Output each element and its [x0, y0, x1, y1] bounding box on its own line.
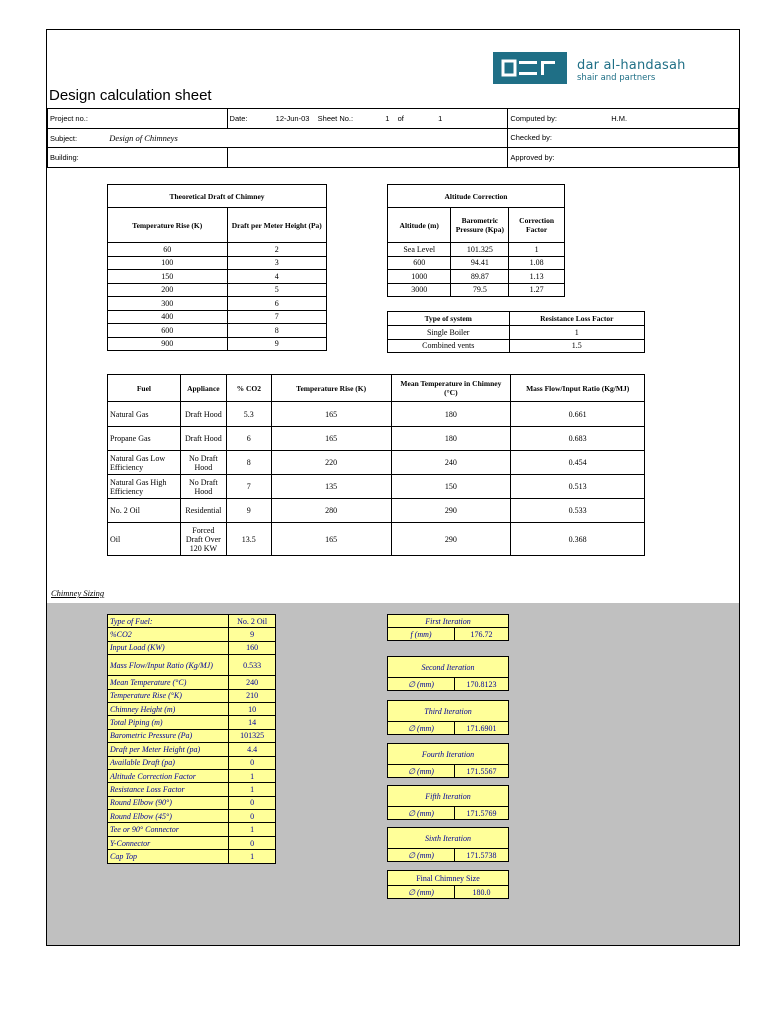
- table-row: [388, 243, 565, 257]
- input-row: [108, 689, 276, 702]
- table-row: [388, 326, 645, 340]
- final-title-row: [388, 871, 509, 886]
- draft-value-cell: 5: [227, 283, 327, 297]
- input-row: [108, 743, 276, 756]
- altitude-cell: Sea Level: [388, 243, 451, 257]
- system-type-cell: Combined vents: [388, 339, 510, 353]
- fuel-value-cell: No Draft Hood: [180, 451, 226, 475]
- draft-temp-cell: 400: [108, 310, 228, 324]
- fuel-value-cell: Draft Hood: [180, 402, 226, 427]
- altitude-cell: 1000: [388, 270, 451, 284]
- input-row: [108, 729, 276, 742]
- input-row: [108, 823, 276, 836]
- fuel-value-cell: Forced Draft Over 120 KW: [180, 523, 226, 556]
- draft-table: [107, 184, 327, 351]
- final-value-row: [388, 886, 509, 899]
- date-label: Date:: [229, 113, 248, 123]
- fuel-value-cell: 8: [226, 451, 271, 475]
- building-cell: [48, 148, 228, 168]
- iteration-value: 171.5769: [455, 807, 509, 820]
- draft-temp-cell: 60: [108, 243, 228, 257]
- input-label: Chimney Height (m): [108, 702, 229, 715]
- input-value: 210: [229, 689, 276, 702]
- fuel-value-cell: 135: [271, 475, 391, 499]
- altitude-cell: 600: [388, 256, 451, 270]
- approved-cell: [508, 148, 739, 168]
- iteration-title-row: [388, 657, 509, 678]
- fuel-value-cell: 6: [226, 427, 271, 451]
- pressure-cell: 79.5: [451, 283, 509, 297]
- iteration-value-row: [388, 678, 509, 691]
- subject-label: Subject:: [50, 133, 78, 143]
- iteration-value: 170.8123: [455, 678, 509, 691]
- input-row: [108, 810, 276, 823]
- iteration-box: [387, 743, 509, 778]
- fuel-value-cell: 0.513: [511, 475, 645, 499]
- fuel-value-cell: 0.533: [511, 499, 645, 523]
- table-row: [388, 283, 565, 297]
- table-row: [108, 475, 645, 499]
- iteration-title-row: [388, 744, 509, 765]
- final-size-box: [387, 870, 509, 899]
- input-value: 1: [229, 783, 276, 796]
- loss-factor-cell: 1.5: [509, 339, 644, 353]
- input-label: Mass Flow/Input Ratio (Kg/MJ): [108, 655, 229, 676]
- fuel-value-cell: 180: [391, 402, 511, 427]
- factor-cell: 1.08: [509, 256, 565, 270]
- logo-name: dar al-handasah: [577, 58, 686, 73]
- pressure-cell: 101.325: [451, 243, 509, 257]
- input-row: [108, 628, 276, 641]
- input-value: 9: [229, 628, 276, 641]
- computed-value: H.M.: [611, 113, 628, 123]
- fuel-name-cell: Natural Gas High Efficiency: [108, 475, 181, 499]
- input-label: Input Load (KW): [108, 641, 229, 654]
- subject-cell: [48, 128, 508, 148]
- fuel-value-cell: 180: [391, 427, 511, 451]
- table-row: [108, 243, 327, 257]
- input-value: 0: [229, 796, 276, 809]
- system-type-cell: Single Boiler: [388, 326, 510, 340]
- table-row: [388, 339, 645, 353]
- iteration-box: [387, 656, 509, 691]
- input-label: Barometric Pressure (Pa): [108, 729, 229, 742]
- iteration-label: ∅ (mm): [388, 765, 455, 778]
- resistance-table: [387, 311, 645, 353]
- iteration-label: ∅ (mm): [388, 722, 455, 735]
- iteration-label: ∅ (mm): [388, 849, 455, 862]
- input-value: No. 2 Oil: [229, 615, 276, 628]
- input-label: Total Piping (m): [108, 716, 229, 729]
- input-value: 4.4: [229, 743, 276, 756]
- input-label: Round Elbow (90°): [108, 796, 229, 809]
- iteration-title: Sixth Iteration: [388, 828, 509, 849]
- sheet-number: 1: [385, 113, 390, 123]
- iteration-box: [387, 614, 509, 641]
- iteration-title: Second Iteration: [388, 657, 509, 678]
- input-row: [108, 655, 276, 676]
- logo-mark-icon: [493, 52, 567, 84]
- subject-value: Design of Chimneys: [109, 132, 178, 143]
- building-label: Building:: [50, 152, 79, 162]
- fuel-header-cell: Mean Temperature in Chimney (°C): [391, 375, 511, 402]
- input-row: [108, 769, 276, 782]
- iteration-value-row: [388, 765, 509, 778]
- fuel-value-cell: 0.454: [511, 451, 645, 475]
- input-row: [108, 716, 276, 729]
- input-value: 0: [229, 810, 276, 823]
- iteration-box: [387, 785, 509, 820]
- fuel-header-cell: % CO2: [226, 375, 271, 402]
- input-value: 14: [229, 716, 276, 729]
- altitude-col-pressure: Barometric Pressure (Kpa): [451, 208, 509, 243]
- iteration-value-row: [388, 628, 509, 641]
- input-label: Tee or 90° Connector: [108, 823, 229, 836]
- checked-cell: [508, 128, 739, 148]
- fuel-header-cell: Mass Flow/Input Ratio (Kg/MJ): [511, 375, 645, 402]
- input-value: 160: [229, 641, 276, 654]
- input-row: [108, 783, 276, 796]
- draft-temp-cell: 900: [108, 337, 228, 351]
- input-row: [108, 756, 276, 769]
- draft-value-cell: 9: [227, 337, 327, 351]
- input-label: Round Elbow (45°): [108, 810, 229, 823]
- fuel-header-row: [108, 375, 645, 402]
- table-row: [108, 324, 327, 338]
- iteration-value: 171.5738: [455, 849, 509, 862]
- pressure-cell: 89.87: [451, 270, 509, 284]
- input-label: Type of Fuel:: [108, 615, 229, 628]
- input-value: 10: [229, 702, 276, 715]
- fuel-value-cell: 165: [271, 402, 391, 427]
- input-label: Resistance Loss Factor: [108, 783, 229, 796]
- of-label: of: [397, 113, 404, 123]
- table-row: [108, 297, 327, 311]
- iteration-title: Fifth Iteration: [388, 786, 509, 807]
- fuel-name-cell: Propane Gas: [108, 427, 181, 451]
- input-label: Cap Top: [108, 850, 229, 863]
- fuel-header-cell: Appliance: [180, 375, 226, 402]
- factor-cell: 1.13: [509, 270, 565, 284]
- draft-value-cell: 6: [227, 297, 327, 311]
- input-row: [108, 641, 276, 654]
- approved-label: Approved by:: [510, 152, 555, 162]
- input-row: [108, 836, 276, 849]
- table-row: [388, 256, 565, 270]
- iteration-title-row: [388, 828, 509, 849]
- fuel-value-cell: 290: [391, 523, 511, 556]
- iteration-title: Fourth Iteration: [388, 744, 509, 765]
- iteration-value: 176.72: [455, 628, 509, 641]
- altitude-col-factor: Correction Factor: [509, 208, 565, 243]
- table-row: [108, 402, 645, 427]
- input-label: Available Draft (pa): [108, 756, 229, 769]
- input-row: [108, 702, 276, 715]
- sheet-label: Sheet No.:: [317, 113, 354, 123]
- computed-label: Computed by:: [510, 113, 558, 123]
- fuel-value-cell: Residential: [180, 499, 226, 523]
- altitude-cell: 3000: [388, 283, 451, 297]
- iteration-label: ∅ (mm): [388, 678, 455, 691]
- input-value: 1: [229, 850, 276, 863]
- fuel-value-cell: Draft Hood: [180, 427, 226, 451]
- fuel-value-cell: 0.683: [511, 427, 645, 451]
- iteration-title-row: [388, 615, 509, 628]
- input-value: 1: [229, 823, 276, 836]
- page-title: Design calculation sheet: [49, 87, 212, 104]
- input-row: [108, 615, 276, 628]
- draft-col-temp: Temperature Rise (K): [108, 208, 228, 243]
- pressure-cell: 94.41: [451, 256, 509, 270]
- project-label: Project no.:: [50, 113, 88, 123]
- fuel-value-cell: 0.368: [511, 523, 645, 556]
- iteration-value-row: [388, 849, 509, 862]
- draft-temp-cell: 100: [108, 256, 228, 270]
- input-value: 0: [229, 756, 276, 769]
- altitude-table: [387, 184, 565, 297]
- table-row: [108, 283, 327, 297]
- iteration-value-row: [388, 807, 509, 820]
- header-table: [47, 108, 739, 168]
- table-row: [108, 427, 645, 451]
- iteration-title-row: [388, 701, 509, 722]
- sheet-total: 1: [438, 113, 443, 123]
- factor-cell: 1.27: [509, 283, 565, 297]
- draft-value-cell: 8: [227, 324, 327, 338]
- draft-value-cell: 4: [227, 270, 327, 284]
- company-logo: [493, 52, 693, 88]
- iteration-box: [387, 827, 509, 862]
- table-row: [108, 310, 327, 324]
- fuel-value-cell: 290: [391, 499, 511, 523]
- iteration-label: f (mm): [388, 628, 455, 641]
- altitude-table-title: Altitude Correction: [388, 185, 565, 208]
- table-row: [108, 499, 645, 523]
- table-row: [108, 256, 327, 270]
- fuel-name-cell: Natural Gas Low Efficiency: [108, 451, 181, 475]
- fuel-value-cell: 165: [271, 523, 391, 556]
- final-size-value: 180.0: [455, 886, 509, 899]
- fuel-name-cell: No. 2 Oil: [108, 499, 181, 523]
- fuel-value-cell: 280: [271, 499, 391, 523]
- input-label: Altitude Correction Factor: [108, 769, 229, 782]
- draft-col-draft: Draft per Meter Height (Pa): [227, 208, 327, 243]
- fuel-name-cell: Natural Gas: [108, 402, 181, 427]
- draft-temp-cell: 150: [108, 270, 228, 284]
- final-size-label: ∅ (mm): [388, 886, 455, 899]
- input-row: [108, 796, 276, 809]
- fuel-value-cell: 165: [271, 427, 391, 451]
- building-value-cell: [227, 148, 508, 168]
- table-row: [108, 451, 645, 475]
- fuel-value-cell: 5.3: [226, 402, 271, 427]
- fuel-value-cell: 7: [226, 475, 271, 499]
- input-value: 240: [229, 676, 276, 689]
- iteration-title: Third Iteration: [388, 701, 509, 722]
- input-label: Draft per Meter Height (pa): [108, 743, 229, 756]
- sizing-inputs-table: [107, 614, 276, 864]
- draft-value-cell: 3: [227, 256, 327, 270]
- resistance-col-type: Type of system: [388, 312, 510, 326]
- factor-cell: 1: [509, 243, 565, 257]
- input-value: 101325: [229, 729, 276, 742]
- fuel-value-cell: 150: [391, 475, 511, 499]
- fuel-value-cell: 9: [226, 499, 271, 523]
- fuel-value-cell: No Draft Hood: [180, 475, 226, 499]
- input-value: 0: [229, 836, 276, 849]
- input-value: 0.533: [229, 655, 276, 676]
- table-row: [108, 523, 645, 556]
- iteration-value: 171.6901: [455, 722, 509, 735]
- draft-temp-cell: 200: [108, 283, 228, 297]
- draft-table-title: Theoretical Draft of Chimney: [108, 185, 327, 208]
- altitude-col-altitude: Altitude (m): [388, 208, 451, 243]
- draft-value-cell: 2: [227, 243, 327, 257]
- input-row: [108, 850, 276, 863]
- final-size-title: Final Chimney Size: [388, 871, 509, 886]
- iteration-box: [387, 700, 509, 735]
- input-row: [108, 676, 276, 689]
- iteration-value-row: [388, 722, 509, 735]
- fuel-name-cell: Oil: [108, 523, 181, 556]
- table-row: [388, 270, 565, 284]
- iteration-title: First Iteration: [388, 615, 509, 628]
- checked-label: Checked by:: [510, 133, 553, 143]
- input-label: Y-Connector: [108, 836, 229, 849]
- fuel-table: [107, 374, 645, 556]
- iteration-label: ∅ (mm): [388, 807, 455, 820]
- resistance-col-factor: Resistance Loss Factor: [509, 312, 644, 326]
- calculation-sheet: [46, 29, 740, 946]
- draft-temp-cell: 600: [108, 324, 228, 338]
- fuel-header-cell: Fuel: [108, 375, 181, 402]
- date-value: 12-Jun-03: [275, 113, 310, 123]
- chimney-sizing-heading: Chimney Sizing: [51, 588, 105, 598]
- date-cell: [227, 109, 508, 129]
- input-value: 1: [229, 769, 276, 782]
- fuel-value-cell: 13.5: [226, 523, 271, 556]
- table-row: [108, 337, 327, 351]
- fuel-value-cell: 220: [271, 451, 391, 475]
- iteration-value: 171.5567: [455, 765, 509, 778]
- input-label: %CO2: [108, 628, 229, 641]
- loss-factor-cell: 1: [509, 326, 644, 340]
- iteration-title-row: [388, 786, 509, 807]
- logo-subtitle: shair and partners: [577, 73, 656, 83]
- input-label: Temperature Rise (°K): [108, 689, 229, 702]
- table-row: [108, 270, 327, 284]
- draft-temp-cell: 300: [108, 297, 228, 311]
- draft-value-cell: 7: [227, 310, 327, 324]
- fuel-value-cell: 240: [391, 451, 511, 475]
- input-label: Mean Temperature (°C): [108, 676, 229, 689]
- computed-cell: [508, 109, 739, 129]
- project-cell: [48, 109, 228, 129]
- fuel-value-cell: 0.661: [511, 402, 645, 427]
- fuel-header-cell: Temperature Rise (K): [271, 375, 391, 402]
